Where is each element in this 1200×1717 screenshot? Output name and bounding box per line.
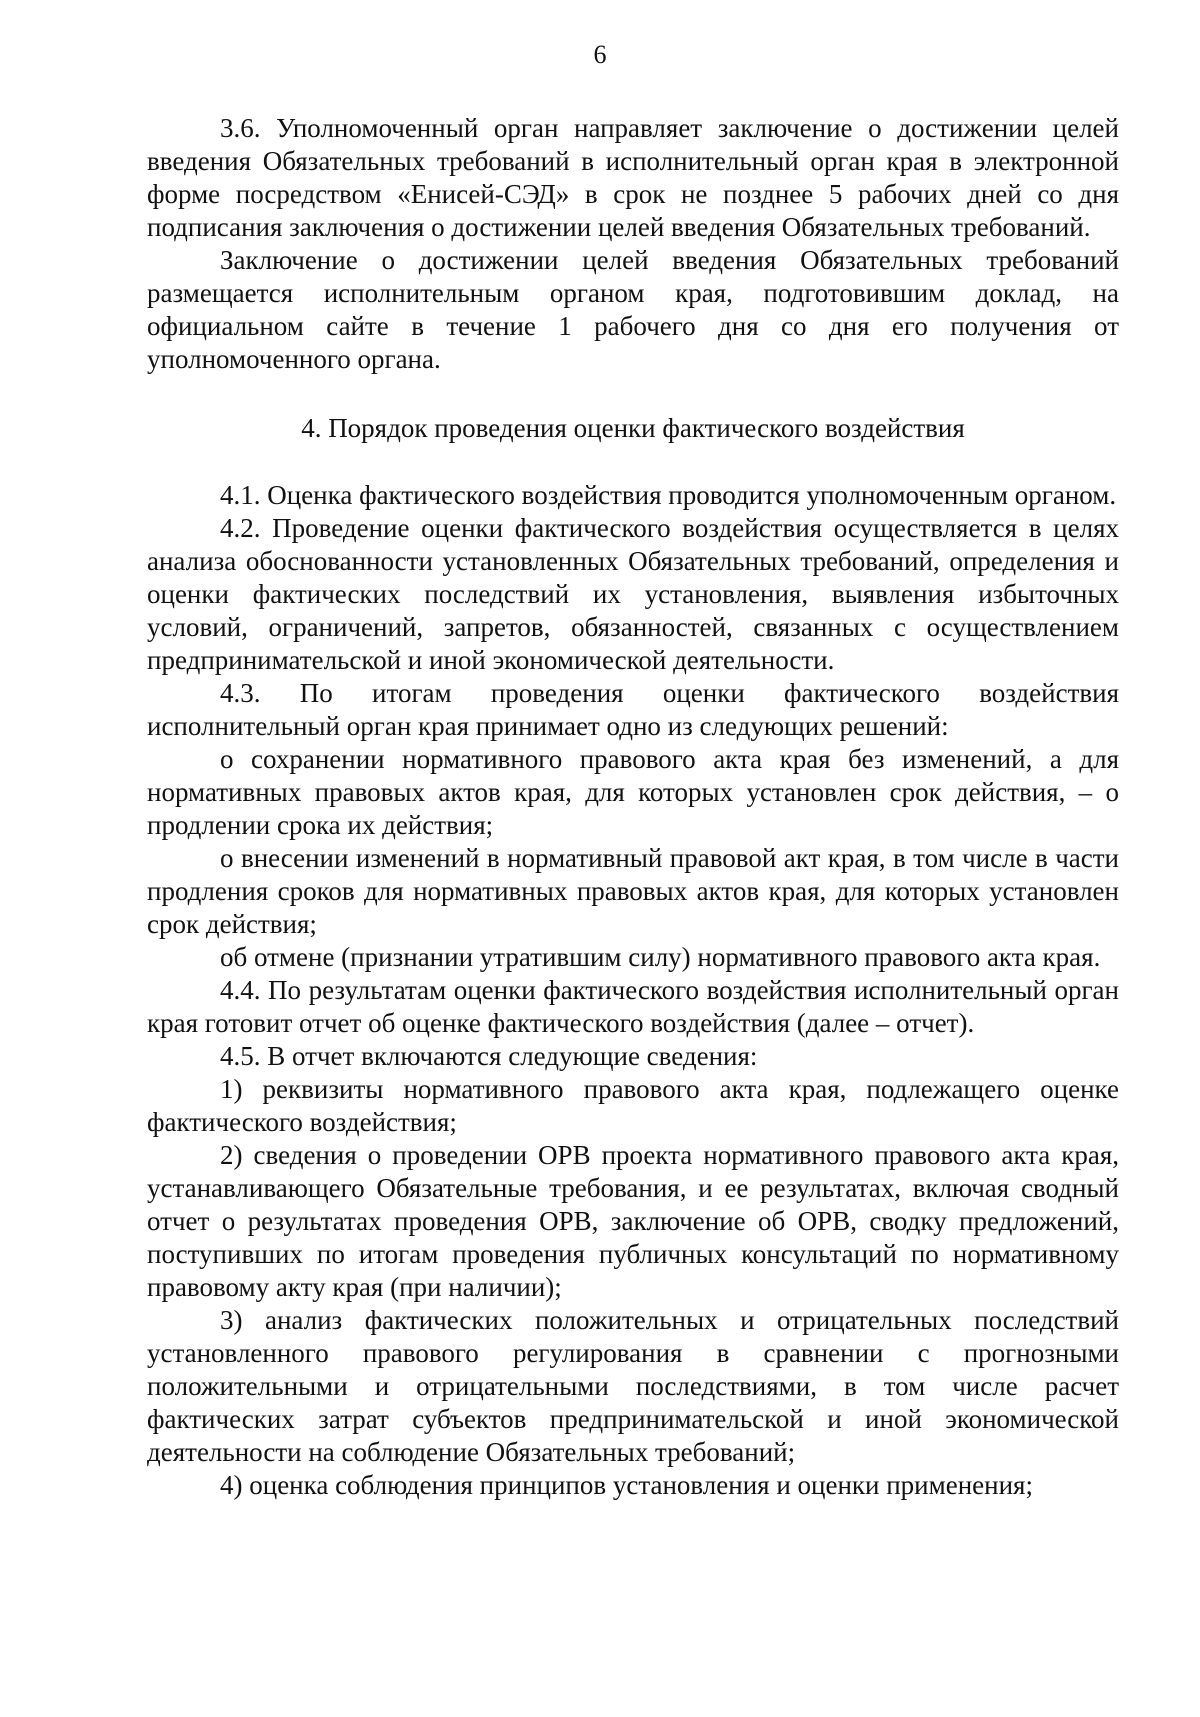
paragraph-conclusion-publication: Заключение о достижении целей введения Обязательных требований размещается исполнительным органом края, подготовившим доклад, на официальном сайте в течение 1 рабочего дня со дня его получения от уполномоченного органа. [147, 245, 1119, 374]
report-item-2: 2) сведения о проведении ОРВ проекта нормативного правового акта края, устанавливающего Обязательные требования, и ее результатах, включая сводный отчет о результатах проведения ОРВ, заключение об ОРВ, сводку предложений, поступивших по итогам проведения публичных консультаций по нормативному правовому акту края (при наличии); [147, 1140, 1119, 1302]
document-body [147, 112, 1119, 1502]
paragraph-4-1: 4.1. Оценка фактического воздействия проводится уполномоченным органом. [220, 480, 1117, 510]
decision-option-keep: о сохранении нормативного правового акта края без изменений, а для нормативных правовых актов края, для которых установлен срок действия, – о продлении срока их действия; [147, 744, 1119, 840]
report-item-1: 1) реквизиты нормативного правового акта края, подлежащего оценке фактического воздействия; [147, 1074, 1119, 1137]
paragraph-4-4: 4.4. По результатам оценки фактического воздействия исполнительный орган края готовит отчет об оценке фактического воздействия (далее – отчет). [147, 975, 1119, 1038]
paragraph-4-2: 4.2. Проведение оценки фактического воздействия осуществляется в целях анализа обоснованности установленных Обязательных требований, определения и оценки фактических последствий их установления, выявления избыточных условий, ограничений, запретов, обязанностей, связанных с осуществлением предпринимательской и иной экономической деятельности. [147, 513, 1119, 675]
paragraph-4-5: 4.5. В отчет включаются следующие сведения: [220, 1041, 758, 1071]
paragraph-4-3: 4.3. По итогам проведения оценки фактического воздействия исполнительный орган края принимает одно из следующих решений: [147, 678, 1119, 741]
decision-option-repeal: об отмене (признании утратившим силу) нормативного правового акта края. [220, 942, 1101, 972]
decision-option-amend: о внесении изменений в нормативный правовой акт края, в том числе в части продления сроков для нормативных правовых актов края, для которых установлен срок действия; [147, 843, 1119, 939]
report-item-4: 4) оценка соблюдения принципов установления и оценки применения; [220, 1470, 1033, 1500]
section-heading-4: 4. Порядок проведения оценки фактического воздействия [301, 413, 965, 443]
paragraph-3-6: 3.6. Уполномоченный орган направляет заключение о достижении целей введения Обязательных требований в исполнительный орган края в электронной форме посредством «Енисей-СЭД» в срок не позднее 5 рабочих дней со дня подписания заключения о достижении целей введения Обязательных требований. [147, 113, 1119, 242]
page-number: 6 [593, 40, 607, 69]
report-item-3: 3) анализ фактических положительных и отрицательных последствий установленного правового регулирования в сравнении с прогнозными положительными и отрицательными последствиями, в том числе расчет фактических затрат субъектов предпринимательской и иной экономической деятельности на соблюдение Обязательных требований; [147, 1305, 1119, 1467]
